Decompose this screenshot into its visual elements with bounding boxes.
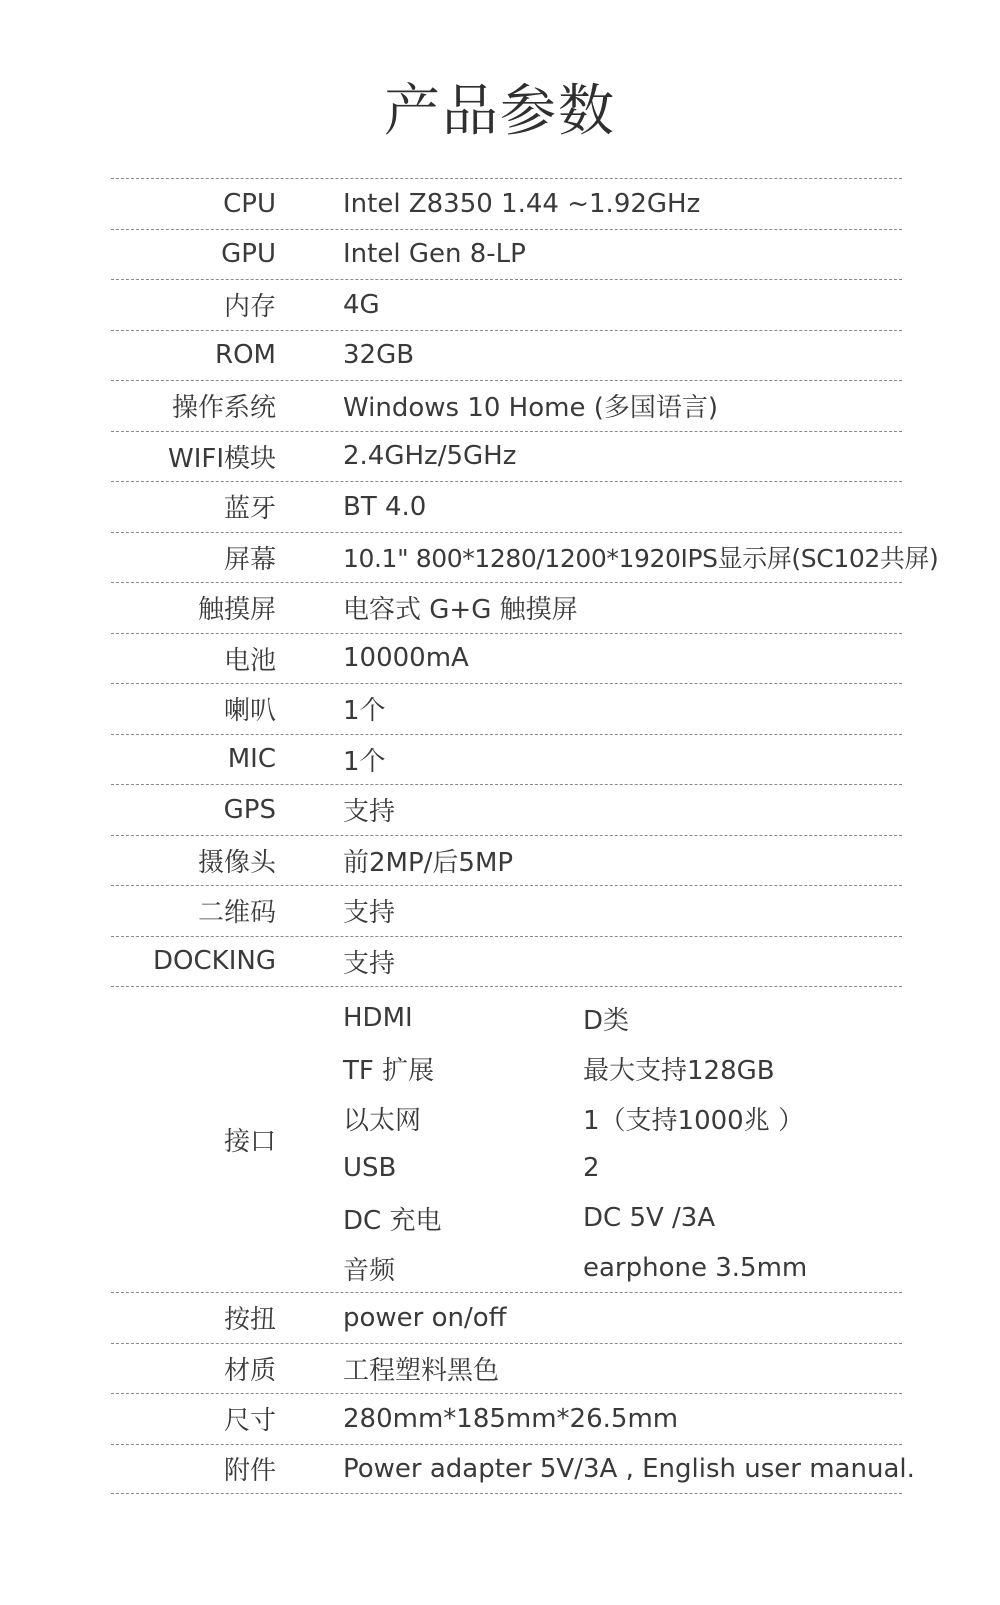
spec-row-rom — [111, 330, 902, 381]
spec-label: 触摸屏 — [197, 595, 276, 626]
spec-value: 10000mA — [343, 643, 469, 674]
spec-value: 10.1" 800*1280/1200*1920IPS显示屏(SC102共屏) — [343, 544, 939, 574]
spec-row-screen — [111, 532, 939, 583]
spec-row-battery — [111, 633, 902, 684]
spec-value: BT 4.0 — [343, 491, 427, 522]
spec-label: GPS — [223, 794, 276, 825]
spec-value: 1个 — [343, 696, 386, 727]
spec-row-accessories — [111, 1444, 915, 1495]
spec-value: 2.4GHz/5GHz — [343, 441, 517, 472]
spec-value: 支持 — [343, 948, 396, 979]
interface-name: 以太网 — [343, 1105, 422, 1136]
spec-row-camera — [111, 835, 902, 886]
spec-row-gps — [111, 784, 902, 835]
spec-value: 工程塑料黑色 — [343, 1355, 500, 1386]
spec-label: 蓝牙 — [223, 494, 276, 525]
spec-row-cpu — [111, 178, 902, 229]
interface-value: 1（支持1000兆 ） — [583, 1105, 804, 1136]
spec-label: DOCKING — [153, 946, 276, 977]
interface-list — [343, 993, 902, 1293]
spec-label: 材质 — [223, 1355, 276, 1386]
spec-row-memory — [111, 279, 902, 330]
spec-label: ROM — [215, 340, 276, 371]
spec-value: Power adapter 5V/3A , English user manual. — [343, 1453, 915, 1484]
page-title: 产品参数 — [384, 79, 616, 144]
spec-label: MIC — [227, 744, 276, 775]
spec-row-interfaces — [111, 986, 902, 1292]
interface-name: DC 充电 — [343, 1205, 442, 1236]
interface-value: 最大支持128GB — [583, 1055, 775, 1086]
spec-table — [111, 178, 939, 1494]
spec-label: 内存 — [223, 292, 276, 323]
spec-value: Windows 10 Home (多国语言) — [343, 393, 719, 424]
interface-item-hdmi — [343, 993, 902, 1043]
spec-row-docking — [111, 936, 902, 987]
spec-row-qrcode — [111, 885, 902, 936]
interface-name: HDMI — [343, 1003, 413, 1033]
interface-name: USB — [343, 1153, 397, 1183]
interface-value: DC 5V /3A — [583, 1203, 716, 1233]
spec-value: Intel Gen 8-LP — [343, 239, 526, 270]
spec-value: 1个 — [343, 746, 386, 777]
spec-label: 按扭 — [223, 1305, 276, 1336]
spec-label: 摄像头 — [197, 847, 276, 878]
interface-value: earphone 3.5mm — [583, 1253, 808, 1283]
spec-label: 操作系统 — [171, 393, 276, 424]
spec-row-mic — [111, 734, 902, 785]
interface-value: D类 — [583, 1005, 630, 1036]
spec-label: 附件 — [223, 1456, 276, 1487]
spec-value: power on/off — [343, 1302, 507, 1333]
spec-value: 支持 — [343, 797, 396, 828]
spec-label: 二维码 — [197, 898, 276, 929]
spec-row-material — [111, 1343, 902, 1394]
spec-row-bluetooth — [111, 481, 902, 532]
interface-value: 2 — [583, 1153, 600, 1183]
spec-label: 喇叭 — [223, 696, 276, 727]
spec-row-gpu — [111, 229, 902, 280]
spec-label: 屏幕 — [223, 544, 276, 575]
spec-label: 接口 — [223, 1127, 276, 1157]
interface-item-audio — [343, 1243, 902, 1293]
interface-item-dc — [343, 1193, 902, 1243]
spec-value: 电容式 G+G 触摸屏 — [343, 595, 578, 626]
spec-value: 280mm*185mm*26.5mm — [343, 1403, 679, 1434]
spec-row-touchscreen — [111, 582, 902, 633]
interface-item-ethernet — [343, 1093, 902, 1143]
spec-row-button — [111, 1292, 902, 1343]
spec-row-speaker — [111, 683, 902, 734]
spec-value: 32GB — [343, 340, 415, 371]
spec-row-wifi — [111, 431, 902, 482]
spec-label: GPU — [221, 239, 276, 270]
interface-name: 音频 — [343, 1255, 396, 1286]
spec-row-size — [111, 1393, 902, 1444]
interface-name: TF 扩展 — [343, 1055, 435, 1086]
interface-item-tf — [343, 1043, 902, 1093]
spec-value: 支持 — [343, 898, 396, 929]
interface-item-usb — [343, 1143, 902, 1193]
spec-label: 电池 — [223, 645, 276, 676]
spec-label: CPU — [223, 188, 276, 219]
spec-value: 前2MP/后5MP — [343, 847, 514, 878]
spec-value: 4G — [343, 289, 380, 320]
spec-row-os — [111, 380, 902, 431]
spec-label: 尺寸 — [223, 1406, 276, 1437]
spec-value: Intel Z8350 1.44 ~1.92GHz — [343, 188, 701, 219]
spec-label: WIFI模块 — [168, 443, 276, 474]
